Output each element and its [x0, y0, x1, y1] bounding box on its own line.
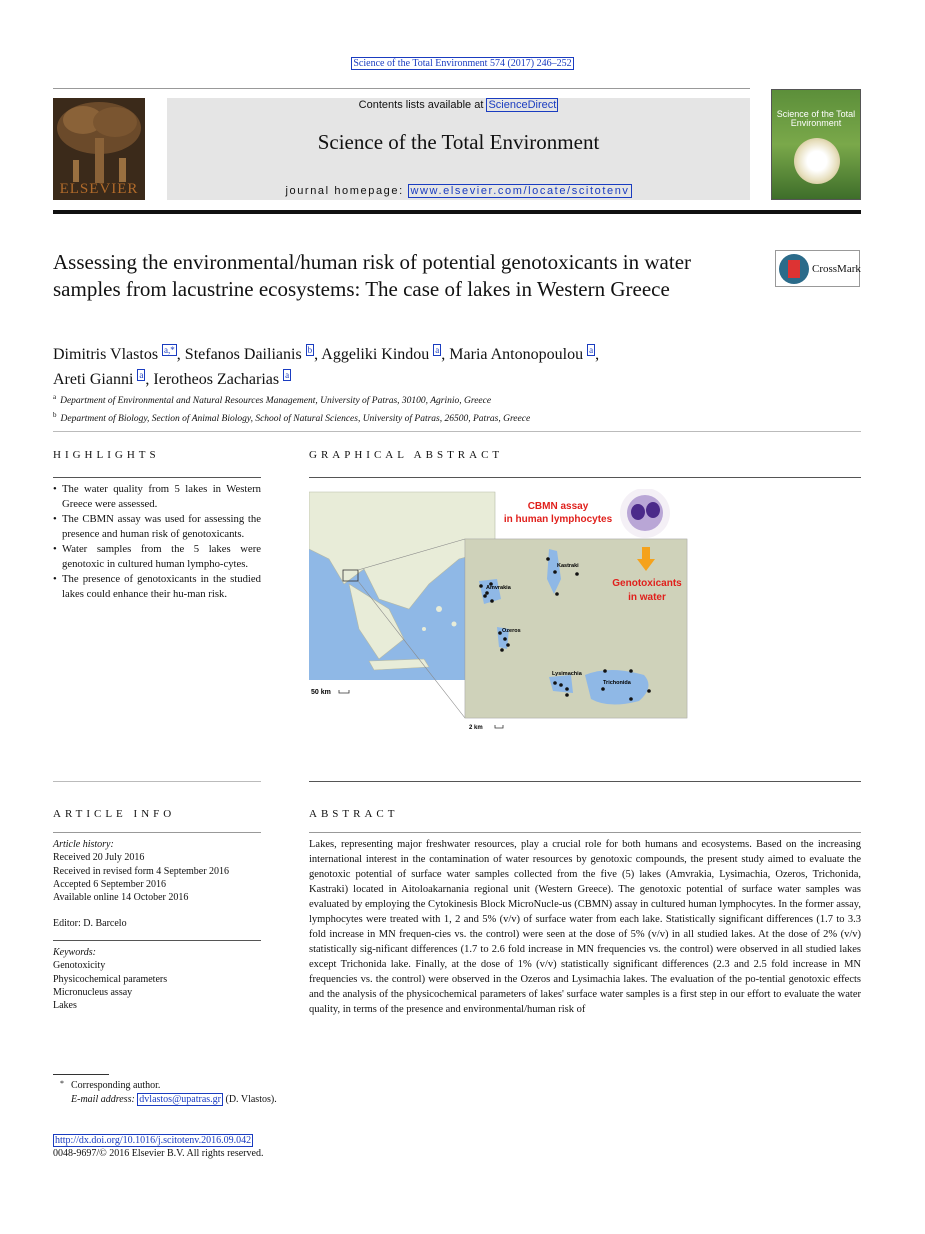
abstract-text: Lakes, representing major freshwater resources, play a crucial role for both humans and ecosystems. Based on the increasing international interest in the contamination of water resources by genotoxic compounds, the present study aimed to evaluate the genotoxic potential of surface water samples collected from the five (5) lakes (Amvrakia, Lysimachia, Ozeros, Trichonida, Kastraki) located in Aitoloakarnania regional unit (Western Greece). The genotoxic potential of surface water samples was evaluated by employing the Cytokinesis Block MicroNucle-us (CBMN) assay in cultured human lymphocytes. In the former assay, lymphocytes were treated with 1, 2 and 5% (v/v) of surface water from each lake. Statistically significant differences (1.7 to 3.3 fold increase in MN frequen-cies vs. the control) were seen at the dose of 5% (v/v) in all studied lakes. At the dose of 2% (v/v) statistically sig-nificant differences (1.7 to 2.6 fold increase in MN frequencies vs. the control) were observed in all studied lakes except Trichonida lake. Finally, at the dose of 1% (v/v) statistically significant differences (2.3 and 2.5 fold increase in MN frequencies vs. the control) were observed in the Ozeros and Lysimachia lakes. The evaluation of the po-tential genotoxic effects and the analysis of the physicochemical parameters of lakes' surface water samples is a first step in our effort to evaluate the water quality, in terms of the presence and environmental/human risk of — [309, 839, 861, 1015]
header-divider — [53, 88, 750, 89]
affiliation-list — [53, 390, 813, 426]
crossmark-label: CrossMark — [812, 263, 861, 275]
affiliation-item — [53, 390, 813, 408]
author-affiliation-link[interactable]: a — [139, 370, 144, 380]
sciencedirect-link[interactable]: ScienceDirect — [488, 99, 557, 111]
author-affiliation-link[interactable]: a,* — [164, 345, 175, 355]
article-title: Assessing the environmental/human risk of potential genotoxicants in water samples from lacustrine ecosystems: The case of lakes in Western Greece — [53, 250, 692, 301]
author-name: Aggeliki Kindou — [321, 346, 430, 363]
author-name: Dimitris Vlastos — [53, 346, 159, 363]
article-history — [53, 838, 261, 931]
doi-link[interactable]: http://dx.doi.org/10.1016/j.scitotenv.2016.09.042 — [55, 1135, 252, 1146]
author-affiliation-link[interactable]: a — [589, 345, 594, 355]
doi-block — [53, 1134, 263, 1160]
graphical-abstract-figure — [309, 489, 709, 734]
scale-bar-large: 50 km — [311, 689, 331, 696]
keywords-block — [53, 946, 261, 1012]
lake-label: Lysimachia — [552, 671, 582, 677]
affiliation-key: b — [53, 411, 57, 420]
section-divider — [53, 431, 861, 432]
cover-flower-icon — [794, 138, 840, 184]
highlight-item: • The CBMN assay was used for assessing the presence and human risk of genotoxicants. — [53, 512, 261, 542]
corresponding-label: Corresponding author. — [71, 1080, 161, 1091]
footnote-marker: * — [60, 1079, 64, 1088]
keywords-label: Keywords: — [53, 947, 96, 958]
author-affiliation-link[interactable]: a — [435, 345, 440, 355]
crossmark-icon — [779, 254, 809, 284]
lake-label: Ozeros — [502, 628, 521, 634]
author-name: Maria Antonopoulou — [449, 346, 584, 363]
journal-banner — [167, 98, 750, 200]
citation-link[interactable]: Science of the Total Environment 574 (2017) 246–252 — [353, 58, 572, 69]
history-label: Article history: — [53, 839, 114, 850]
editor-line: Editor: D. Barcelo — [53, 918, 127, 930]
highlights-list — [53, 482, 261, 602]
highlight-item: • The presence of genotoxicants in the studied lakes could enhance their hu-man risk. — [53, 572, 261, 602]
revised-date: Received in revised form 4 September 2016 — [53, 865, 230, 877]
email-label: E-mail address: — [71, 1094, 135, 1105]
lake-label: Amvrakia — [486, 585, 511, 591]
lake-label: Kastraki — [557, 563, 579, 569]
affiliation-text: Department of Biology, Section of Animal Biology, School of Natural Sciences, University of Patras, 26500, Patras, Greece — [60, 414, 531, 425]
contents-line — [167, 99, 750, 111]
lake-trichonida-shape — [585, 670, 648, 705]
lake-label: Trichonida — [603, 680, 631, 686]
abstract-rule — [309, 832, 861, 833]
email-link[interactable]: dvlastos@upatras.gr — [139, 1094, 221, 1105]
keyword: Genotoxicity — [53, 960, 106, 972]
contents-prefix: Contents lists available at — [358, 99, 487, 111]
assay-label: CBMN assay — [527, 501, 589, 512]
journal-cover[interactable] — [771, 89, 861, 200]
author-name: Stefanos Dailianis — [184, 346, 302, 363]
author-list: Dimitris Vlastos $^{a,*}$ , Stefanos Dailianis $^b$ , Aggeliki Kindou $^a$ , Maria Antonopoulou $^a$ , Areti Gianni $^a$ , Ierotheos Zacharias $^a$ — [53, 345, 600, 388]
assay-label: in human lymphocytes — [503, 514, 613, 525]
copyright-line: 0048-9697/© 2016 Elsevier B.V. All rights reserved. — [53, 1148, 264, 1159]
affiliation-item — [53, 408, 813, 426]
crossmark-badge[interactable] — [775, 250, 860, 287]
abstract-heading: ABSTRACT — [309, 808, 399, 820]
elsevier-wordmark: ELSEVIER — [59, 181, 139, 197]
article-info-heading: ARTICLE INFO — [53, 808, 176, 820]
highlights-rule — [53, 477, 261, 478]
affiliation-text: Department of Environmental and Natural Resources Management, University of Patras, 30100, Agrinio, Greece — [60, 396, 492, 407]
email-owner: (D. Vlastos). — [225, 1094, 277, 1105]
footnote-rule — [53, 1074, 109, 1075]
author-name: Areti Gianni — [53, 371, 134, 388]
online-date: Available online 14 October 2016 — [53, 892, 189, 904]
scale-bar-small: 2 km — [469, 725, 483, 731]
homepage-link[interactable]: www.elsevier.com/locate/scitotenv — [410, 185, 630, 197]
journal-title: Science of the Total Environment — [317, 130, 600, 154]
result-label: in water — [628, 592, 666, 603]
keyword: Lakes — [53, 1000, 77, 1012]
highlight-item: • The water quality from 5 lakes in Western Greece were assessed. — [53, 482, 261, 512]
homepage-prefix: journal homepage: — [285, 185, 409, 197]
affiliation-key: a — [53, 393, 57, 401]
elsevier-logo — [53, 98, 145, 200]
article-info-rule — [53, 832, 261, 833]
keywords-rule — [53, 940, 261, 941]
citation-line — [0, 58, 925, 69]
corresponding-author-note — [53, 1077, 453, 1107]
received-date: Received 20 July 2016 — [53, 852, 145, 864]
homepage-line — [167, 185, 750, 197]
graphical-abstract-rule — [309, 477, 861, 478]
author-name: Ierotheos Zacharias — [153, 371, 280, 388]
keyword: Physicochemical parameters — [53, 973, 168, 985]
result-label: Genotoxicants — [612, 578, 682, 589]
highlights-heading: HIGHLIGHTS — [53, 449, 160, 461]
header-thick-rule — [53, 210, 861, 214]
highlight-item: • Water samples from the 5 lakes were genotoxic in cultured human lympho-cytes. — [53, 542, 261, 572]
author-affiliation-link[interactable]: a — [285, 370, 290, 380]
highlights-bottom-rule — [53, 781, 261, 782]
cover-title: Science of the Total Environment — [776, 109, 856, 128]
author-affiliation-link[interactable]: b — [307, 345, 313, 355]
graphical-abstract-heading: GRAPHICAL ABSTRACT — [309, 449, 504, 461]
accepted-date: Accepted 6 September 2016 — [53, 878, 167, 890]
keyword: Micronucleus assay — [53, 986, 133, 998]
graphical-abstract-bottom-rule — [309, 781, 861, 782]
